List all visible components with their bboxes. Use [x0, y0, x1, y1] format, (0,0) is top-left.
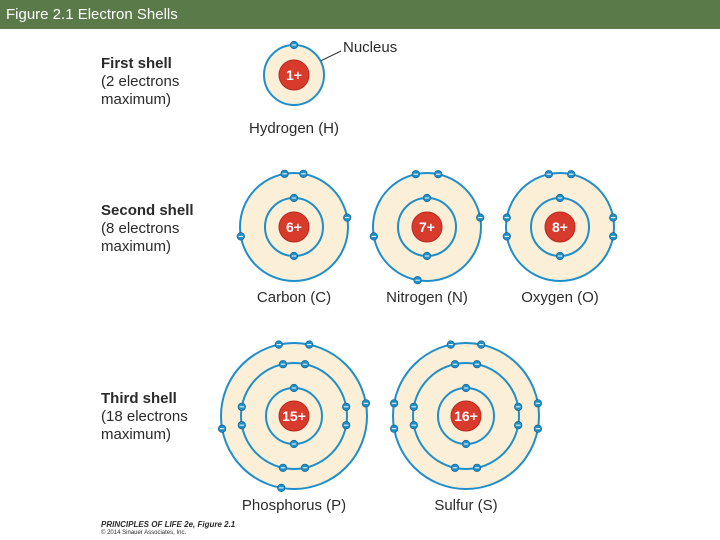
oxygen-name: Oxygen (O) — [521, 289, 599, 306]
second-shell-line-1: (8 electrons — [101, 220, 180, 237]
carbon-name: Carbon (C) — [256, 289, 332, 306]
hydrogen-nucleus-charge: 1+ — [286, 67, 302, 83]
second-shell-heading: Second shell — [101, 202, 194, 219]
third-shell-line-1: (18 electrons — [101, 408, 188, 425]
slide-title: Figure 2.1 Electron Shells — [0, 0, 720, 29]
credit-source: PRINCIPLES OF LIFE 2e, Figure 2.1 — [101, 520, 236, 529]
sulfur-atom-diagram — [383, 333, 549, 499]
phosphorus-atom-diagram — [211, 333, 377, 499]
carbon-atom-diagram — [230, 163, 358, 291]
sulfur-nucleus-charge: 16+ — [454, 408, 478, 424]
hydrogen-atom-diagram — [254, 35, 334, 115]
nitrogen-name: Nitrogen (N) — [386, 289, 468, 306]
third-shell-heading: Third shell — [101, 390, 177, 407]
first-shell-line-2: maximum) — [101, 91, 171, 108]
oxygen-nucleus-charge: 8+ — [552, 219, 568, 235]
oxygen-atom-diagram — [496, 163, 624, 291]
hydrogen-name: Hydrogen (H) — [248, 120, 340, 137]
figure-credit — [101, 520, 235, 536]
sulfur-name: Sulfur (S) — [434, 497, 498, 514]
first-shell-line-1: (2 electrons — [101, 73, 180, 90]
nitrogen-nucleus-charge: 7+ — [419, 219, 435, 235]
nucleus-callout-label: Nucleus — [343, 39, 398, 56]
phosphorus-name: Phosphorus (P) — [241, 497, 347, 514]
first-shell-heading: First shell — [101, 55, 172, 72]
second-shell-line-2: maximum) — [101, 238, 171, 255]
phosphorus-nucleus-charge: 15+ — [282, 408, 306, 424]
nitrogen-atom-diagram — [363, 163, 491, 291]
credit-copyright: © 2014 Sinauer Associates, Inc. — [101, 530, 187, 536]
carbon-nucleus-charge: 6+ — [286, 219, 302, 235]
third-shell-line-2: maximum) — [101, 426, 171, 443]
